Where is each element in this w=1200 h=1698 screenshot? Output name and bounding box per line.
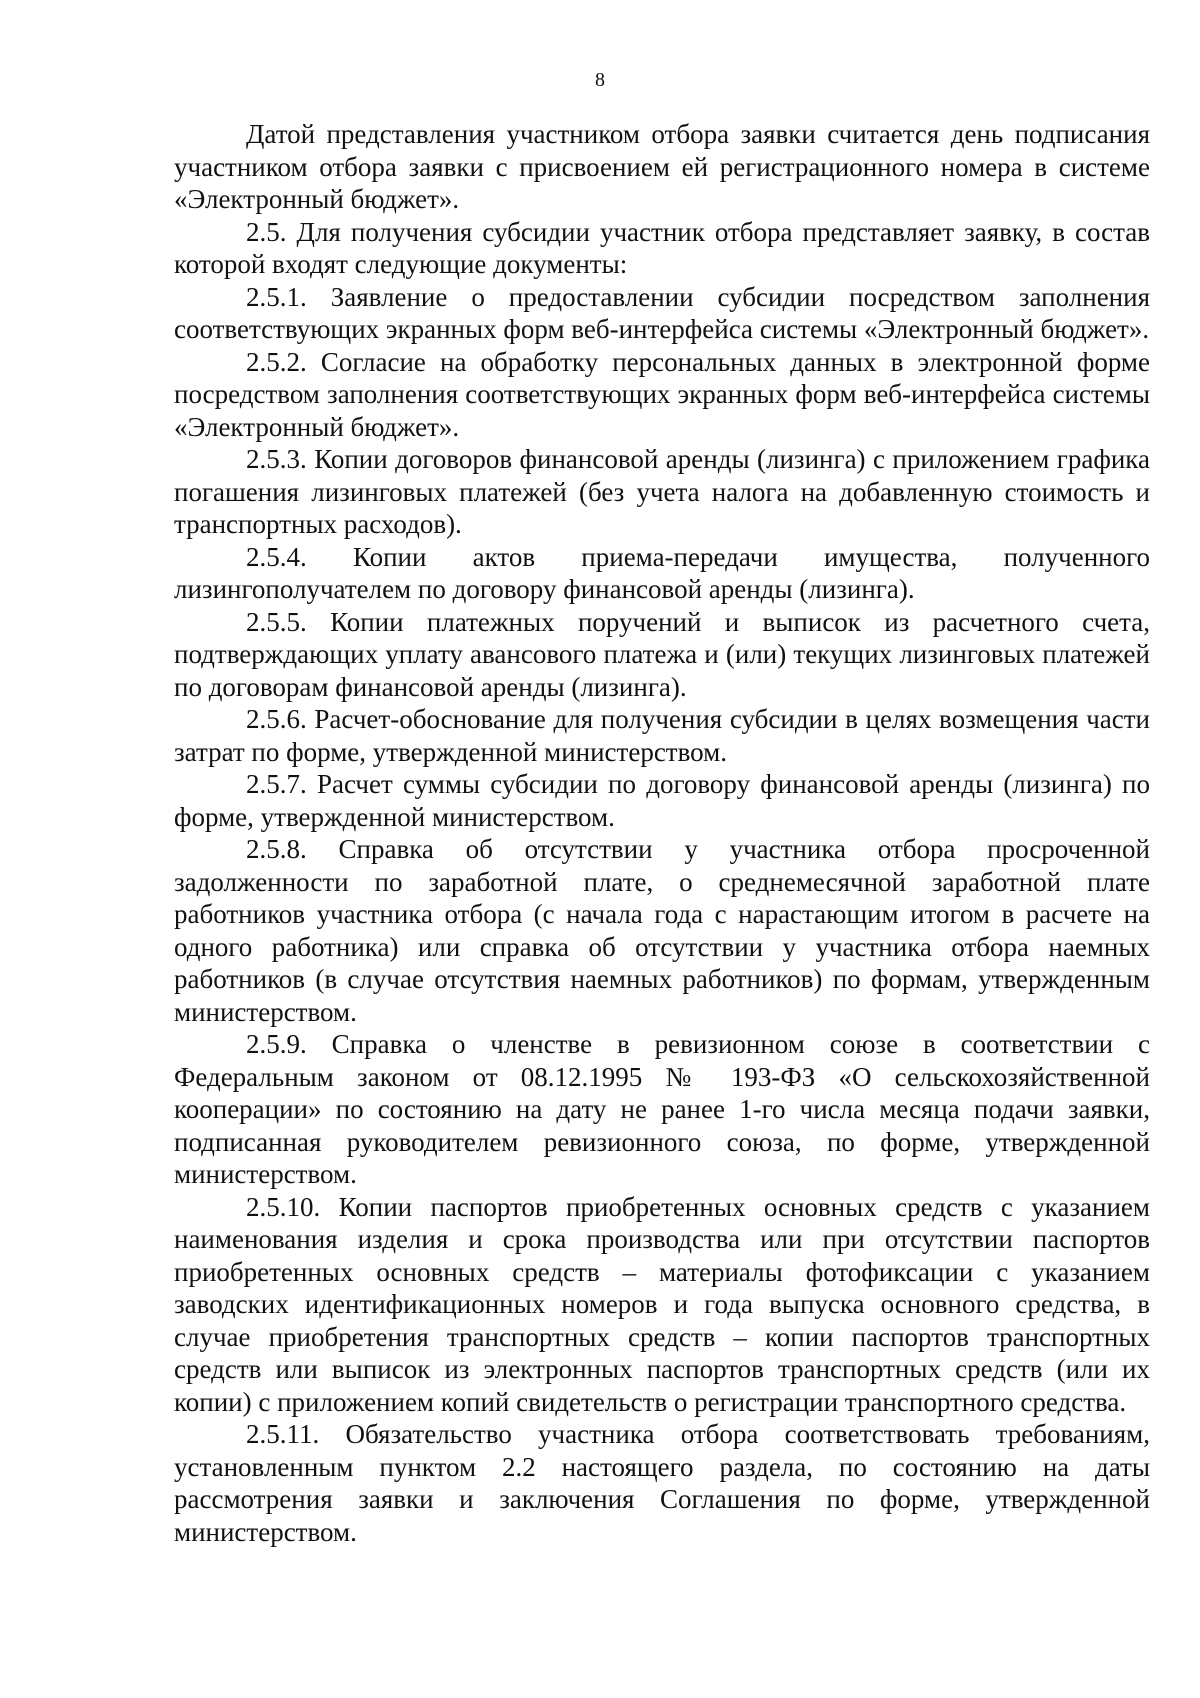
paragraph-2-5-4: 2.5.4. Копии актов приема-передачи имущества, полученного лизингополучателем по договору финансовой аренды (лизинга). <box>174 541 1150 604</box>
paragraph-2-5-11: 2.5.11. Обязательство участника отбора соответствовать требованиям, установленным пунктом 2.2 настоящего раздела, по состоянию на даты рассмотрения заявки и заключения Соглашения по форме, утвержденной министерством. <box>174 1419 1150 1547</box>
document-body <box>174 118 1150 1548</box>
paragraph-2-5-8: 2.5.8. Справка об отсутствии у участника отбора просроченной задолженности по заработной плате, о среднемесячной заработной плате работников участника отбора (с начала года с нарастающим итогом в расчете на одного работника) или справка об отсутствии у участника отбора наемных работников (в случае отсутствия наемных работников) по формам, утвержденным министерством. <box>174 834 1150 1027</box>
paragraph-2-5-10: 2.5.10. Копии паспортов приобретенных основных средств с указанием наименования изделия и срока производства или при отсутствии паспортов приобретенных основных средств – материалы фотофиксации с указанием заводских идентификационных номеров и года выпуска основного средства, в случае приобретения транспортных средств – копии паспортов транспортных средств или выписок из электронных паспортов транспортных средств (или их копии) с приложением копий свидетельств о регистрации транспортного средства. <box>174 1191 1150 1417</box>
paragraph-2-5-2: 2.5.2. Согласие на обработку персональных данных в электронной форме посредством заполнения соответствующих экранных форм веб-интерфейса системы «Электронный бюджет». <box>174 346 1150 442</box>
paragraph-2-5-3: 2.5.3. Копии договоров финансовой аренды (лизинга) с приложением графика погашения лизинговых платежей (без учета налога на добавленную стоимость и транспортных расходов). <box>174 444 1150 539</box>
paragraph-2-5-7: 2.5.7. Расчет суммы субсидии по договору финансовой аренды (лизинга) по форме, утвержденной министерством. <box>174 769 1150 832</box>
page-number: 8 <box>595 69 605 91</box>
paragraph-intro: Датой представления участником отбора заявки считается день подписания участником отбора заявки с присвоением ей регистрационного номера в системе «Электронный бюджет». <box>174 119 1150 214</box>
paragraph-2-5-9: 2.5.9. Справка о членстве в ревизионном союзе в соответствии с Федеральным законом от 08.12.1995 № 193-ФЗ «О сельскохозяйственной кооперации» по состоянию на дату не ранее 1-го числа месяца подачи заявки, подписанная руководителем ревизионного союза, по форме, утвержденной министерством. <box>174 1029 1150 1189</box>
paragraph-2-5: 2.5. Для получения субсидии участник отбора представляет заявку, в состав которой входят следующие документы: <box>174 216 1150 279</box>
paragraph-2-5-6: 2.5.6. Расчет-обоснование для получения субсидии в целях возмещения части затрат по форме, утвержденной министерством. <box>174 704 1150 767</box>
paragraph-2-5-5: 2.5.5. Копии платежных поручений и выписок из расчетного счета, подтверждающих уплату авансового платежа и (или) текущих лизинговых платежей по договорам финансовой аренды (лизинга). <box>174 606 1150 702</box>
paragraph-2-5-1: 2.5.1. Заявление о предоставлении субсидии посредством заполнения соответствующих экранных форм веб-интерфейса системы «Электронный бюджет». <box>174 281 1150 344</box>
